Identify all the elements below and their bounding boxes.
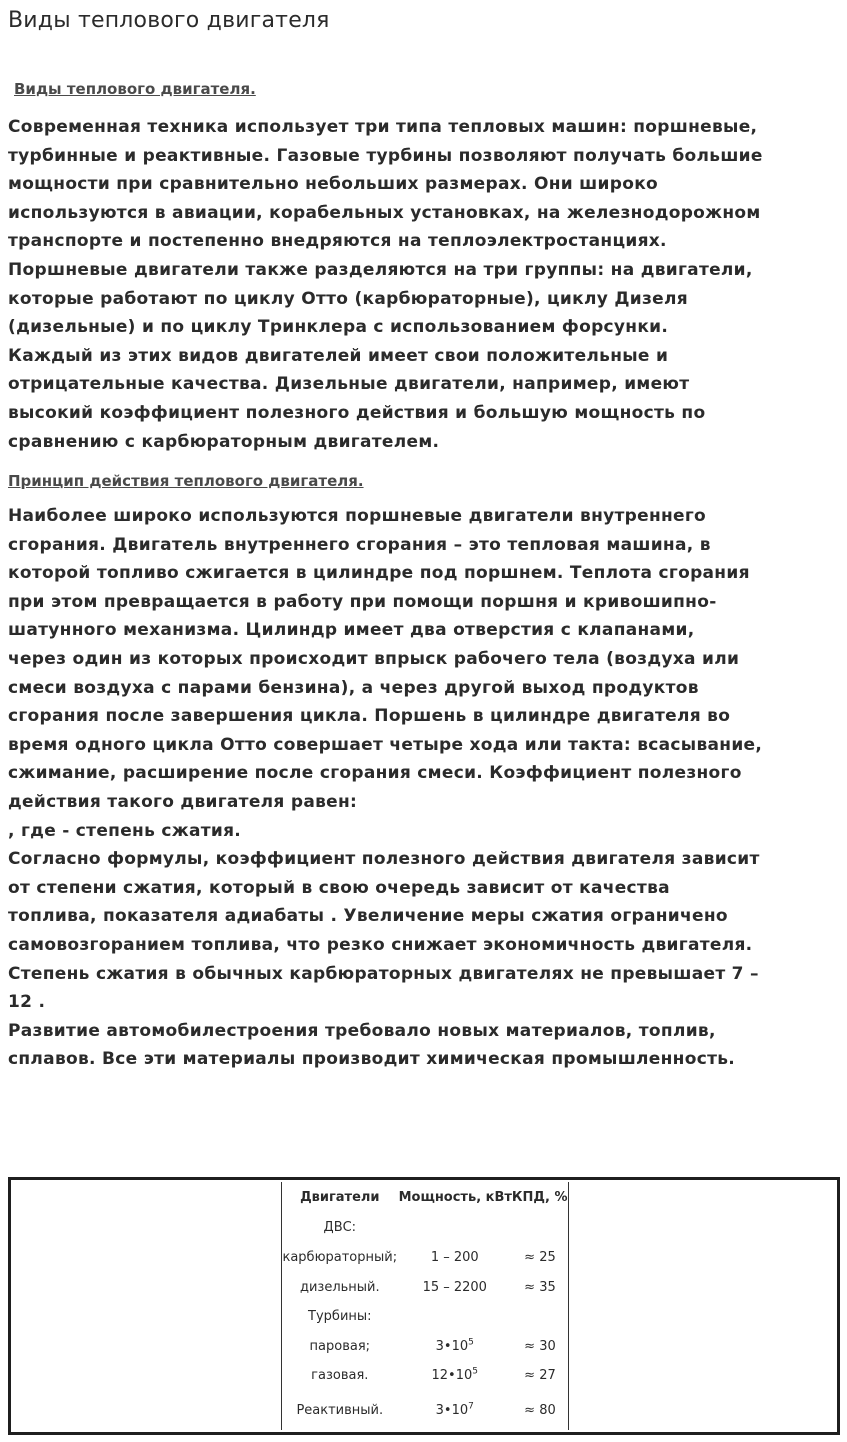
cell-engine-name: ДВС: [323, 1220, 357, 1236]
text-line: высокий коэффициент полезного действия и большую мощность по [8, 402, 706, 423]
cell-efficiency [512, 1302, 569, 1332]
cell-engine-name: дизельный. [299, 1279, 380, 1295]
header-power: Мощность, кВт [398, 1190, 512, 1206]
text-line: сгорания. Двигатель внутреннего сгорания – это тепловая машина, в [8, 534, 711, 555]
table-row [282, 1243, 569, 1273]
text-line: Каждый из этих видов двигателей имеет свои положительные и [8, 345, 669, 366]
table-row [282, 1302, 569, 1332]
page-title: Виды теплового двигателя [8, 8, 330, 33]
cell-power [398, 1302, 512, 1332]
cell-efficiency: ≈ 80 [524, 1402, 556, 1418]
text-line: Развитие автомобилестроения требовало новых материалов, топлив, [8, 1020, 716, 1041]
section-heading-principle: Принцип действия теплового двигателя. [8, 472, 364, 490]
text-line: шатунного механизма. Цилиндр имеет два отверстия с клапанами, [8, 620, 695, 641]
cell-efficiency: ≈ 27 [524, 1368, 556, 1384]
text-line: время одного цикла Отто совершает четыре хода или такта: всасывание, [8, 734, 763, 755]
table-header-row [282, 1182, 569, 1213]
text-line: турбинные и реактивные. Газовые турбины позволяют получать большие [8, 145, 763, 166]
text-line: Поршневые двигатели также разделяются на три группы: на двигатели, [8, 259, 753, 280]
header-engines: Двигатели [300, 1190, 380, 1206]
cell-power: $3•10^5$ [435, 1337, 474, 1354]
text-line: отрицательные качества. Дизельные двигатели, например, имеют [8, 374, 690, 395]
text-line: мощности при сравнительно небольших размерах. Они широко [8, 174, 659, 195]
text-line: от степени сжатия, который в свою очередь зависит от качества [8, 877, 670, 898]
paragraph-engine-types [8, 113, 838, 456]
text-line: сравнению с карбюраторным двигателем. [8, 431, 440, 452]
engine-table-frame [8, 1177, 840, 1435]
table-row [282, 1331, 569, 1361]
header-efficiency: КПД, % [511, 1190, 568, 1206]
table-row [282, 1272, 569, 1302]
cell-efficiency: ≈ 25 [524, 1249, 556, 1265]
text-line: через один из которых происходит впрыск рабочего тела (воздуха или [8, 648, 740, 669]
cell-efficiency: ≈ 35 [524, 1279, 556, 1295]
text-line: сжимание, расширение после сгорания смеси. Коэффициент полезного [8, 763, 742, 784]
cell-efficiency: ≈ 30 [524, 1338, 556, 1354]
text-line: используются в авиации, корабельных установках, на железнодорожном [8, 202, 761, 223]
text-line: Современная техника использует три типа тепловых машин: поршневые, [8, 117, 758, 137]
text-line: , где - степень сжатия. [8, 820, 242, 841]
text-line: при этом превращается в работу при помощи поршня и кривошипно- [8, 591, 717, 612]
text-line: Наиболее широко используются поршневые двигатели внутреннего [8, 506, 707, 526]
cell-power: $12•10^5$ [431, 1366, 479, 1384]
text-line: Согласно формулы, коэффициент полезного действия двигателя зависит [8, 849, 760, 870]
text-line: 12 . [8, 992, 46, 1013]
text-line: сгорания после завершения цикла. Поршень в цилиндре двигателя во [8, 706, 731, 727]
text-line: топлива, показателя адиабаты . Увеличение меры сжатия ограничено [8, 906, 728, 927]
text-line: (дизельные) и по циклу Тринклера с использованием форсунки. [8, 317, 669, 338]
paragraph-engine-principle [8, 502, 838, 1074]
cell-power [398, 1213, 512, 1243]
text-line: сплавов. Все эти материалы производит химическая промышленность. [8, 1049, 736, 1070]
cell-engine-name: карбюраторный; [282, 1249, 398, 1265]
text-line: смеси воздуха с парами бензина), а через другой выход продуктов [8, 677, 699, 698]
text-line: действия такого двигателя равен: [8, 791, 358, 812]
table-row [282, 1361, 569, 1391]
section-heading-types: Виды теплового двигателя. [14, 80, 256, 98]
engine-comparison-table [281, 1182, 569, 1430]
cell-engine-name: паровая; [309, 1338, 371, 1354]
text-line: Степень сжатия в обычных карбюраторных двигателях не превышает 7 – [8, 963, 759, 984]
cell-efficiency [512, 1213, 569, 1243]
cell-power: $3•10^7$ [435, 1401, 474, 1418]
text-line: которые работают по циклу Отто (карбюраторные), циклу Дизеля [8, 288, 688, 309]
table-row [282, 1391, 569, 1431]
cell-power: 15 – 2200 [422, 1279, 487, 1295]
cell-power: 1 – 200 [430, 1249, 479, 1265]
table-row [282, 1213, 569, 1243]
cell-engine-name: газовая. [311, 1368, 369, 1384]
cell-engine-name: Турбины: [308, 1309, 372, 1325]
cell-engine-name: Реактивный. [296, 1402, 384, 1418]
text-line: которой топливо сжигается в цилиндре под поршнем. Теплота сгорания [8, 563, 750, 584]
text-line: самовозгоранием топлива, что резко снижает экономичность двигателя. [8, 934, 753, 955]
text-line: транспорте и постепенно внедряются на теплоэлектростанциях. [8, 231, 667, 252]
